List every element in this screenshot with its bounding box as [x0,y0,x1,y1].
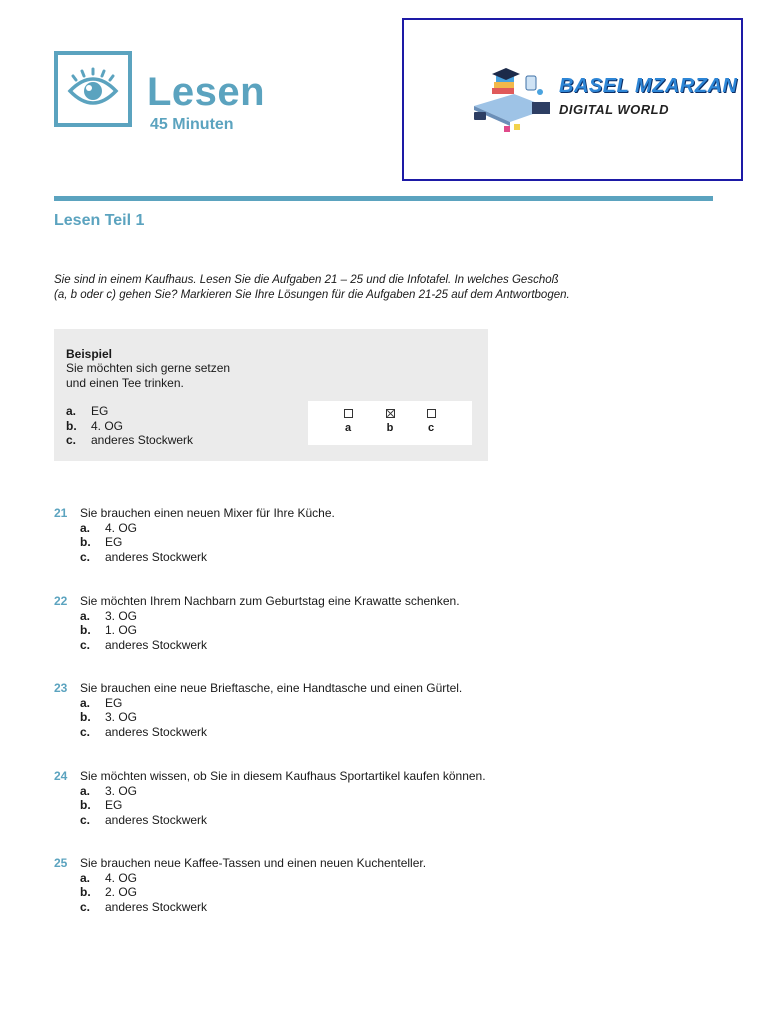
option-text: 3. OG [105,710,138,724]
answer-option-a [338,409,358,435]
question-option [54,885,714,900]
example-option [66,433,193,448]
question-option [54,798,714,813]
question-option [54,900,714,915]
answer-checkbox [344,409,353,418]
option-letter: c. [80,812,91,827]
example-heading: Beispiel [66,347,113,361]
answer-option-c [421,409,441,435]
option-letter: c. [80,724,91,739]
header-divider [54,196,713,201]
option-text: anderes Stockwerk [105,549,208,564]
instructions-line: (a, b oder c) gehen Sie? Markieren Sie Ihre Lösungen für die Aufgaben 21-25 auf dem Antwortbogen. [54,289,570,301]
question-number: 22 [54,594,68,608]
question-text: Sie möchten Ihrem Nachbarn zum Geburtstag eine Krawatte schenken. [80,594,460,608]
option-letter: c. [80,637,91,652]
example-answer-grid [308,401,472,445]
question-item [54,681,714,739]
example-text [66,361,230,390]
question-number: 25 [54,856,68,870]
option-text: 4. OG [105,870,138,885]
question-text: Sie möchten wissen, ob Sie in diesem Kaufhaus Sportartikel kaufen können. [80,769,486,783]
question-option [54,813,714,828]
question-option [54,725,714,740]
question-option [54,550,714,565]
option-letter: a. [66,404,77,418]
duration-label: 45 Minuten [150,116,234,133]
option-letter: b. [80,710,91,724]
example-option [66,419,193,434]
answer-label: a [344,422,352,434]
option-letter: c. [80,899,91,914]
eye-icon [54,51,132,127]
option-text: EG [105,535,123,549]
answer-label: b [386,422,394,434]
question-option [54,623,714,638]
education-illustration-icon [470,68,556,134]
option-letter: a. [80,870,91,885]
question-number: 23 [54,681,68,695]
option-letter: a. [80,520,91,535]
question-option [54,710,714,725]
option-text: EG [105,798,123,812]
question-item [54,856,714,914]
question-number: 24 [54,769,68,783]
question-option [54,521,714,536]
question-item [54,594,714,652]
instructions-line: Sie sind in einem Kaufhaus. Lesen Sie die Aufgaben 21 – 25 und die Infotafel. In welches Geschoß [54,274,559,286]
option-text: anderes Stockwerk [105,724,208,739]
option-letter: b. [80,885,91,899]
question-text: Sie brauchen neue Kaffee-Tassen und einen neuen Kuchenteller. [80,856,427,870]
option-letter: b. [80,535,91,549]
question-item [54,506,714,564]
option-text: 2. OG [105,885,138,899]
option-letter: a. [80,608,91,623]
brand-logo [402,18,743,181]
logo-tagline: DIGITAL WORLD [559,102,670,117]
question-option [54,696,714,711]
question-option [54,535,714,550]
example-box [54,329,488,461]
option-text: anderes Stockwerk [105,899,208,914]
option-text: 3. OG [105,608,138,623]
option-letter: a. [80,695,91,710]
question-option [54,609,714,624]
answer-checkbox [427,409,436,418]
logo-name: BASEL MZARZAN [559,75,738,97]
option-text: 4. OG [105,520,138,535]
option-letter: c. [80,549,91,564]
section-title: Lesen Teil 1 [54,212,145,229]
option-text: 4. OG [91,418,124,433]
option-text: anderes Stockwerk [105,812,208,827]
option-letter: b. [80,798,91,812]
option-text: EG [105,695,123,710]
example-options [66,404,193,448]
question-text: Sie brauchen einen neuen Mixer für Ihre Küche. [80,506,335,520]
example-text-line: und einen Tee trinken. [66,375,184,390]
example-option [66,404,193,419]
option-letter: a. [80,783,91,798]
answer-checkbox-checked [386,409,395,418]
option-letter: b. [80,623,91,637]
option-text: EG [91,404,109,418]
option-letter: c. [66,433,77,447]
question-item [54,769,714,827]
question-option [54,638,714,653]
option-letter: b. [66,418,77,433]
option-text: 3. OG [105,783,138,798]
question-option [54,784,714,799]
question-option [54,871,714,886]
example-text-line: Sie möchten sich gerne setzen [66,361,231,375]
option-text: 1. OG [105,623,138,637]
question-number: 21 [54,506,68,520]
question-text: Sie brauchen eine neue Brieftasche, eine Handtasche und einen Gürtel. [80,681,463,695]
answer-label: c [427,422,435,434]
option-text: anderes Stockwerk [105,637,208,652]
instructions [54,273,714,303]
answer-option-b [380,409,400,435]
page-title: Lesen [147,70,266,114]
option-text: anderes Stockwerk [91,433,194,447]
